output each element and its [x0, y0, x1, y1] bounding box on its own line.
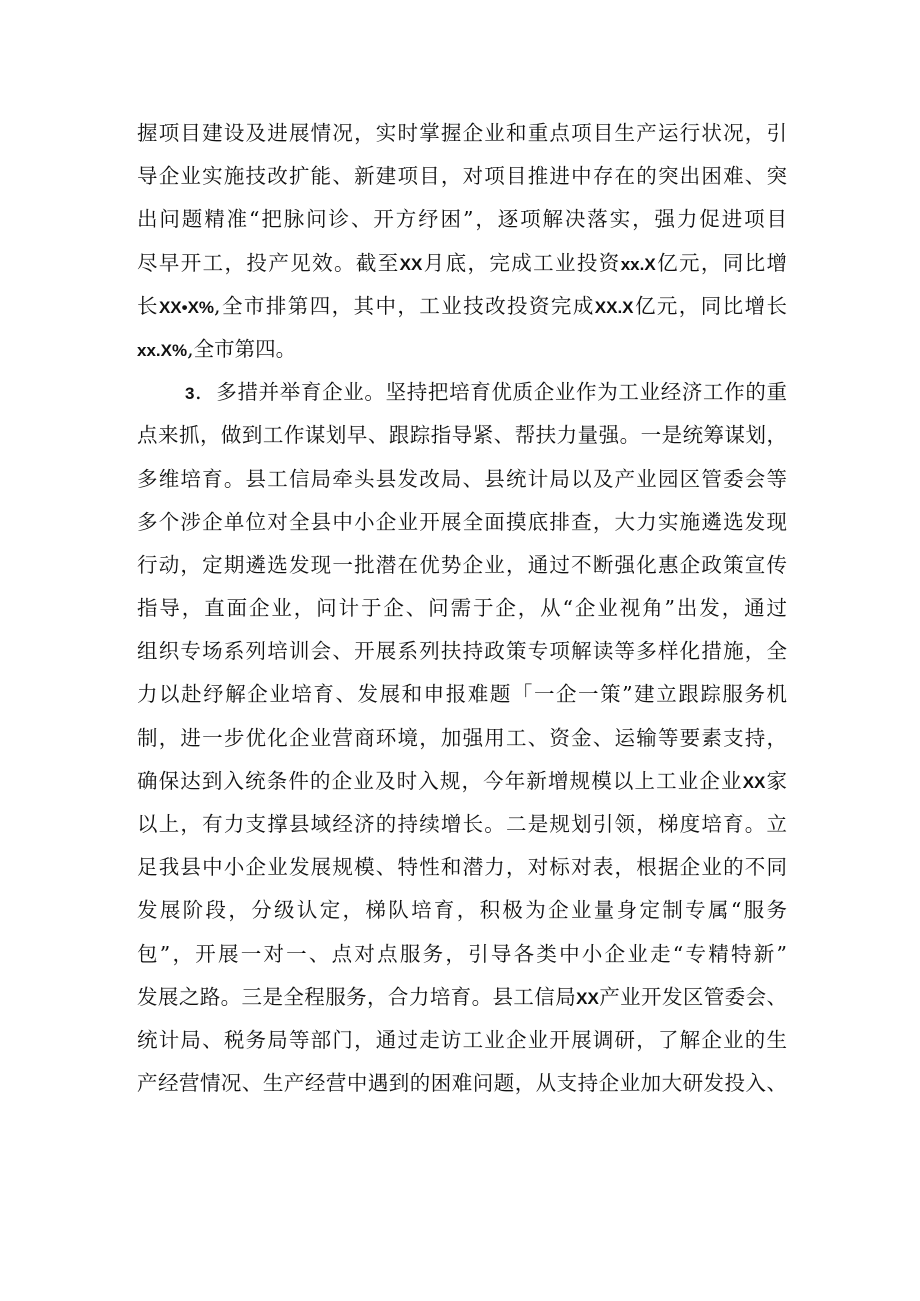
bold-text-run: XX.X [594, 297, 634, 317]
bold-text-run: XX [576, 988, 599, 1008]
text-run: 包”，开展一对一、点对点服务，引导各类中小企业走“专精特新” [137, 941, 787, 966]
text-run: 行动，定期遴选发现一批潜在优势企业，通过不断强化惠企政策宣传 [137, 552, 787, 577]
text-run: 确保达到入统条件的企业及时入规，今年新增规模以上工业企业 [137, 768, 743, 793]
text-run: 尽早开工，投产见效。截至 [137, 250, 400, 275]
text-run: 以上，有力支撑县域经济的持续增长。二是规划引领，梯度培育。立 [137, 812, 787, 836]
text-line [137, 544, 787, 587]
text-run: 亿元，同比增 [655, 250, 787, 275]
text-line [137, 198, 787, 241]
text-line [137, 889, 787, 932]
text-line [137, 458, 787, 501]
text-run: ,全市第四。 [187, 336, 297, 361]
text-line [137, 587, 787, 630]
text-run: 月底，完成工业投资 [422, 250, 621, 275]
paragraph [137, 112, 787, 371]
text-run: 出问题精准“把脉问诊、开方纾困”，逐项解决落实，强力促进项目 [137, 207, 787, 232]
text-run: 产业开发区管委会、 [598, 984, 787, 1009]
text-line [137, 976, 787, 1019]
text-run: 多个涉企单位对全县中小企业开展全面摸底排查，大力实施遴选发现 [137, 509, 787, 534]
text-run: 力以赴纾解企业培育、发展和申报难题「一企一策”建立跟踪服务机 [137, 682, 787, 707]
text-run: 发展之路。三是全程服务，合力培育。县工信局 [137, 984, 577, 1009]
text-run: 家 [765, 768, 787, 793]
text-line [137, 1062, 787, 1105]
text-line [137, 803, 787, 846]
text-run: 长 [137, 293, 159, 318]
paragraph [137, 371, 787, 1105]
text-run: 点来抓，做到工作谋划早、跟踪指导紧、帮扶力量强。一是统筹谋划， [137, 423, 787, 448]
text-line [137, 933, 787, 976]
text-run: 导企业实施技改扩能、新建项目，对项目推进中存在的突出困难、突 [137, 164, 787, 189]
text-run: 指导，直面企业，问计于企、问需于企，从“企业视角”出发，通过 [137, 596, 787, 621]
document-page [137, 112, 787, 1105]
text-line [137, 1019, 787, 1062]
bold-text-run: xx.X% [137, 340, 188, 360]
text-line [137, 328, 787, 371]
text-run: 发展阶段，分级认定，梯队培育，积极为企业量身定制专属“服务 [137, 898, 787, 923]
bold-text-run: XX [742, 772, 766, 792]
text-run: 亿元，同比增长 [633, 293, 787, 318]
text-line [137, 242, 787, 285]
bold-text-run: xx.X [620, 254, 656, 274]
text-run: ,全市排第四，其中，工业技改投资完成 [214, 293, 595, 318]
text-run: 统计局、税务局等部门，通过走访工业企业开展调研，了解企业的生 [137, 1027, 787, 1052]
text-run: 制，进一步优化企业营商环境，加强用工、资金、运输等要素支持， [137, 725, 787, 750]
text-run: ．多措并举育企业。坚持把培育优质企业作为工业经济工作的重 [194, 380, 787, 405]
text-line [137, 630, 787, 673]
bold-text-run: 3 [185, 384, 195, 404]
text-line [137, 112, 787, 155]
text-line [137, 717, 787, 760]
text-line [137, 673, 787, 716]
text-run: 足我县中小企业发展规模、特性和潜力，对标对表，根据企业的不同 [137, 855, 787, 880]
text-line [137, 414, 787, 457]
text-line [137, 501, 787, 544]
bold-text-run: XX•X% [158, 297, 215, 317]
text-run: 产经营情况、生产经营中遇到的困难问题，从支持企业加大研发投入、 [137, 1071, 787, 1096]
text-run: 多维培育。县工信局牵头县发改局、县统计局以及产业园区管委会等 [137, 466, 787, 491]
text-line [137, 846, 787, 889]
text-run: 握项目建设及进展情况，实时掌握企业和重点项目生产运行状况，引 [137, 121, 787, 145]
text-line [137, 285, 787, 328]
text-run: 组织专场系列培训会、开展系列扶持政策专项解读等多样化措施，全 [137, 639, 787, 664]
bold-text-run: XX [399, 254, 423, 274]
text-line [137, 760, 787, 803]
text-line [137, 155, 787, 198]
text-line [137, 371, 787, 414]
